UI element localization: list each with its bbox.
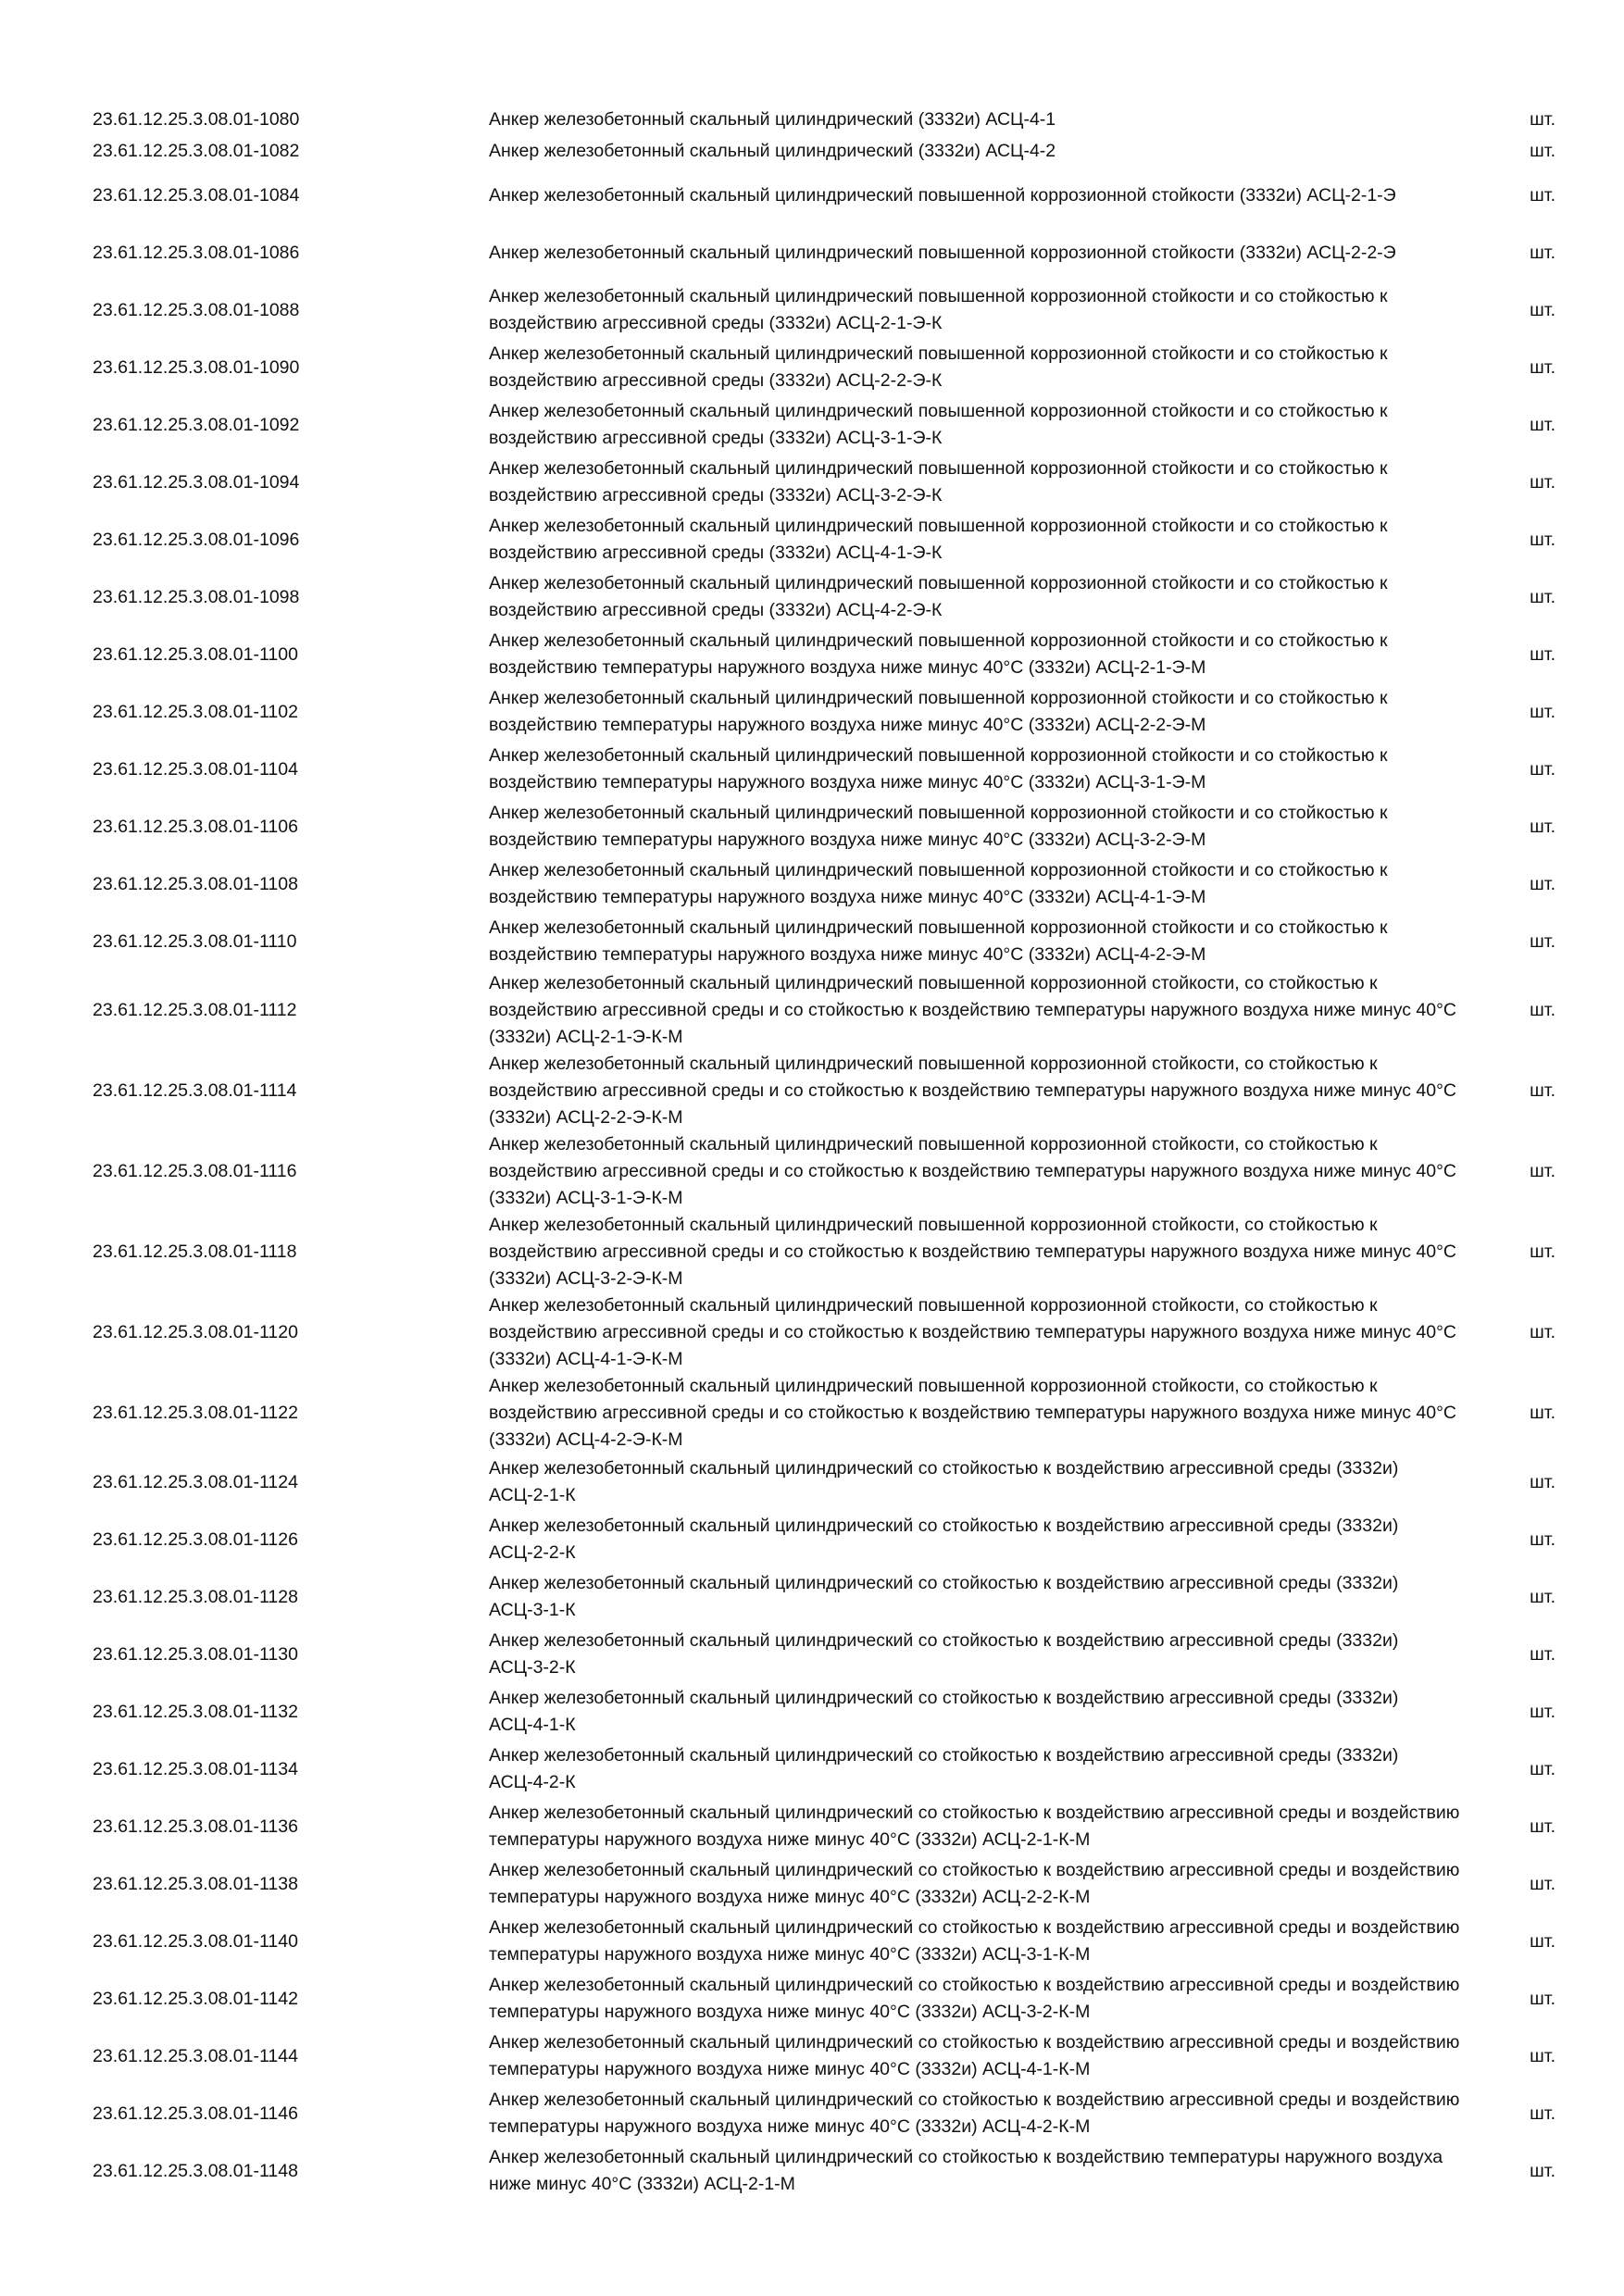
resource-code: 23.61.12.25.3.08.01-1094 [93,471,300,493]
resource-name: Анкер железобетонный скальный цилиндрический повышенной коррозионной стойкости и со стойкостью к воздействию агрессивной среды (3332и) АСЦ-2-1-Э-К [489,286,1388,333]
resource-code: 23.61.12.25.3.08.01-1118 [93,1242,297,1262]
resource-unit: шт. [1530,108,1555,130]
resource-unit: шт. [1530,816,1555,837]
resource-code: 23.61.12.25.3.08.01-1084 [93,184,300,206]
resource-unit: шт. [1530,1322,1555,1342]
resource-name: Анкер железобетонный скальный цилиндрический повышенной коррозионной стойкости, со стойкостью к воздействию агрессивной среды и со стойкостью к воздействию температуры наружного воздуха ниже минус 40°С (3332и) АСЦ-3-2-Э-К-М [489,1215,1456,1289]
resource-unit: шт. [1530,471,1555,493]
table-row [93,454,1555,511]
resource-name: Анкер железобетонный скальный цилиндрический повышенной коррозионной стойкости и со стойкостью к воздействию агрессивной среды (3332и) АСЦ-2-2-Э-К [489,343,1388,391]
resource-name: Анкер железобетонный скальный цилиндрический со стойкостью к воздействию агрессивной среды (3332и) АСЦ-3-1-К [489,1573,1399,1620]
resource-name: Анкер железобетонный скальный цилиндрический со стойкостью к воздействию агрессивной среды и воздействию температуры наружного воздуха ниже минус 40°С (3332и) АСЦ-2-2-К-М [489,1860,1460,1907]
resource-name: Анкер железобетонный скальный цилиндрический (3332и) АСЦ-4-2 [489,140,1056,161]
resource-unit: шт. [1530,1403,1555,1423]
resource-name: Анкер железобетонный скальный цилиндрический со стойкостью к воздействию агрессивной среды (3332и) АСЦ-2-1-К [489,1458,1399,1505]
resource-code: 23.61.12.25.3.08.01-1104 [93,758,298,780]
resource-name: Анкер железобетонный скальный цилиндрический повышенной коррозионной стойкости и со стойкостью к воздействию температуры наружного воздуха ниже минус 40°С (3332и) АСЦ-3-2-Э-М [489,803,1388,850]
resource-unit: шт. [1530,873,1555,894]
resource-unit: шт. [1530,1471,1555,1492]
resource-unit: шт. [1530,1000,1555,1020]
resource-name: Анкер железобетонный скальный цилиндрический повышенной коррозионной стойкости, со стойкостью к воздействию агрессивной среды и со стойкостью к воздействию температуры наружного воздуха ниже минус 40°С (3332и) АСЦ-2-2-Э-К-М [489,1054,1456,1128]
resource-code: 23.61.12.25.3.08.01-1082 [93,140,300,161]
table-row [93,167,1555,224]
resource-name: Анкер железобетонный скальный цилиндрический повышенной коррозионной стойкости и со стойкостью к воздействию температуры наружного воздуха ниже минус 40°С (3332и) АСЦ-3-1-Э-М [489,745,1388,792]
table-row [93,1051,1555,1131]
resource-name: Анкер железобетонный скальный цилиндрический повышенной коррозионной стойкости и со стойкостью к воздействию агрессивной среды (3332и) АСЦ-3-1-Э-К [489,401,1388,448]
resource-code: 23.61.12.25.3.08.01-1134 [93,1758,298,1779]
resource-unit: шт. [1530,1873,1555,1894]
table-row [93,224,1555,281]
table-row [93,511,1555,568]
table-row [93,1511,1555,1568]
resource-code: 23.61.12.25.3.08.01-1122 [93,1403,298,1423]
resource-name: Анкер железобетонный скальный цилиндрический со стойкостью к воздействию агрессивной среды (3332и) АСЦ-4-2-К [489,1745,1399,1792]
resource-unit: шт. [1530,1643,1555,1665]
resource-code: 23.61.12.25.3.08.01-1144 [93,2045,298,2066]
resource-name: Анкер железобетонный скальный цилиндрический повышенной коррозионной стойкости, со стойкостью к воздействию агрессивной среды и со стойкостью к воздействию температуры наружного воздуха ниже минус 40°С (3332и) АСЦ-4-2-Э-К-М [489,1376,1456,1450]
resource-name: Анкер железобетонный скальный цилиндрический повышенной коррозионной стойкости и со стойкостью к воздействию температуры наружного воздуха ниже минус 40°С (3332и) АСЦ-4-1-Э-М [489,860,1388,907]
table-row [93,568,1555,626]
resource-unit: шт. [1530,1161,1555,1181]
resource-code: 23.61.12.25.3.08.01-1090 [93,356,300,378]
resource-unit: шт. [1530,1529,1555,1550]
resource-name: Анкер железобетонный скальный цилиндрический повышенной коррозионной стойкости и со стойкостью к воздействию температуры наружного воздуха ниже минус 40°С (3332и) АСЦ-2-1-Э-М [489,630,1388,678]
resource-name: Анкер железобетонный скальный цилиндрический (3332и) АСЦ-4-1 [489,108,1056,130]
resource-code: 23.61.12.25.3.08.01-1088 [93,299,300,320]
resource-unit: шт. [1530,1586,1555,1607]
resource-code: 23.61.12.25.3.08.01-1098 [93,586,300,607]
table-row [93,855,1555,913]
resource-name: Анкер железобетонный скальный цилиндрический повышенной коррозионной стойкости и со стойкостью к воздействию температуры наружного воздуха ниже минус 40°С (3332и) АСЦ-2-2-Э-М [489,688,1388,735]
table-row [93,104,1555,135]
resource-name: Анкер железобетонный скальный цилиндрический со стойкостью к воздействию агрессивной среды и воздействию температуры наружного воздуха ниже минус 40°С (3332и) АСЦ-3-2-К-М [489,1975,1460,2022]
table-row [93,913,1555,970]
resource-code: 23.61.12.25.3.08.01-1116 [93,1161,297,1181]
resource-unit: шт. [1530,930,1555,952]
resource-unit: шт. [1530,1242,1555,1262]
resource-code: 23.61.12.25.3.08.01-1112 [93,1000,297,1020]
resource-unit: шт. [1530,414,1555,435]
resource-name: Анкер железобетонный скальный цилиндрический повышенной коррозионной стойкости (3332и) АСЦ-2-2-Э [489,242,1396,263]
table-row [93,626,1555,683]
table-row [93,798,1555,855]
table-row [93,1568,1555,1626]
resource-code: 23.61.12.25.3.08.01-1132 [93,1701,298,1722]
table-row [93,135,1555,167]
resource-name: Анкер железобетонный скальный цилиндрический со стойкостью к воздействию агрессивной среды и воздействию температуры наружного воздуха ниже минус 40°С (3332и) АСЦ-3-1-К-М [489,1917,1460,1965]
resource-name: Анкер железобетонный скальный цилиндрический повышенной коррозионной стойкости и со стойкостью к воздействию агрессивной среды (3332и) АСЦ-4-2-Э-К [489,573,1388,620]
resource-code: 23.61.12.25.3.08.01-1146 [93,2103,298,2124]
resource-name: Анкер железобетонный скальный цилиндрический со стойкостью к воздействию агрессивной среды (3332и) АСЦ-3-2-К [489,1630,1399,1678]
resource-unit: шт. [1530,701,1555,722]
resource-code: 23.61.12.25.3.08.01-1108 [93,873,298,894]
resource-unit: шт. [1530,2160,1555,2181]
resource-unit: шт. [1530,2045,1555,2066]
table-row [93,1741,1555,1798]
table-row [93,970,1555,1051]
table-row [93,2142,1555,2200]
resource-unit: шт. [1530,758,1555,780]
resource-unit: шт. [1530,1930,1555,1952]
table-row [93,1373,1555,1454]
resource-code: 23.61.12.25.3.08.01-1114 [93,1080,297,1101]
resource-code: 23.61.12.25.3.08.01-1140 [93,1930,298,1952]
table-row [93,683,1555,741]
resource-code: 23.61.12.25.3.08.01-1096 [93,529,300,550]
resource-unit: шт. [1530,184,1555,206]
table-row [93,1970,1555,2028]
resource-unit: шт. [1530,140,1555,161]
resource-unit: шт. [1530,356,1555,378]
resource-code: 23.61.12.25.3.08.01-1120 [93,1322,298,1342]
resource-unit: шт. [1530,1988,1555,2009]
resource-code: 23.61.12.25.3.08.01-1142 [93,1988,298,2009]
resource-unit: шт. [1530,242,1555,263]
table-row [93,1212,1555,1292]
table-row [93,1855,1555,1913]
table-row [93,1292,1555,1373]
table-row [93,396,1555,454]
resource-code: 23.61.12.25.3.08.01-1080 [93,108,300,130]
resource-unit: шт. [1530,1701,1555,1722]
resource-code: 23.61.12.25.3.08.01-1092 [93,414,300,435]
resource-name: Анкер железобетонный скальный цилиндрический со стойкостью к воздействию агрессивной среды и воздействию температуры наружного воздуха ниже минус 40°С (3332и) АСЦ-4-2-К-М [489,2090,1460,2137]
resource-table [93,104,1555,2200]
resource-code: 23.61.12.25.3.08.01-1102 [93,701,298,722]
table-row [93,1798,1555,1855]
resource-unit: шт. [1530,643,1555,665]
table-row [93,1626,1555,1683]
resource-unit: шт. [1530,299,1555,320]
resource-name: Анкер железобетонный скальный цилиндрический повышенной коррозионной стойкости и со стойкостью к воздействию температуры наружного воздуха ниже минус 40°С (3332и) АСЦ-4-2-Э-М [489,917,1388,965]
table-row [93,2028,1555,2085]
resource-code: 23.61.12.25.3.08.01-1106 [93,816,298,837]
resource-name: Анкер железобетонный скальный цилиндрический со стойкостью к воздействию агрессивной среды и воздействию температуры наружного воздуха ниже минус 40°С (3332и) АСЦ-2-1-К-М [489,1803,1460,1850]
resource-name: Анкер железобетонный скальный цилиндрический повышенной коррозионной стойкости и со стойкостью к воздействию агрессивной среды (3332и) АСЦ-4-1-Э-К [489,516,1388,563]
resource-code: 23.61.12.25.3.08.01-1128 [93,1586,298,1607]
resource-name: Анкер железобетонный скальный цилиндрический со стойкостью к воздействию агрессивной среды (3332и) АСЦ-4-1-К [489,1688,1399,1735]
resource-name: Анкер железобетонный скальный цилиндрический со стойкостью к воздействию агрессивной среды (3332и) АСЦ-2-2-К [489,1516,1399,1563]
resource-name: Анкер железобетонный скальный цилиндрический повышенной коррозионной стойкости и со стойкостью к воздействию агрессивной среды (3332и) АСЦ-3-2-Э-К [489,458,1388,505]
resource-code: 23.61.12.25.3.08.01-1126 [93,1529,298,1550]
resource-code: 23.61.12.25.3.08.01-1124 [93,1471,298,1492]
resource-code: 23.61.12.25.3.08.01-1130 [93,1643,298,1665]
resource-name: Анкер железобетонный скальный цилиндрический повышенной коррозионной стойкости, со стойкостью к воздействию агрессивной среды и со стойкостью к воздействию температуры наружного воздуха ниже минус 40°С (3332и) АСЦ-2-1-Э-К-М [489,973,1456,1047]
table-row [93,1454,1555,1511]
table-row [93,1131,1555,1212]
table-row [93,2085,1555,2142]
resource-unit: шт. [1530,1758,1555,1779]
resource-unit: шт. [1530,2103,1555,2124]
resource-code: 23.61.12.25.3.08.01-1100 [93,643,298,665]
resource-name: Анкер железобетонный скальный цилиндрический повышенной коррозионной стойкости, со стойкостью к воздействию агрессивной среды и со стойкостью к воздействию температуры наружного воздуха ниже минус 40°С (3332и) АСЦ-3-1-Э-К-М [489,1134,1456,1208]
table-row [93,339,1555,396]
resource-code: 23.61.12.25.3.08.01-1136 [93,1816,298,1837]
resource-unit: шт. [1530,1816,1555,1837]
table-row [93,1683,1555,1741]
resource-name: Анкер железобетонный скальный цилиндрический повышенной коррозионной стойкости, со стойкостью к воздействию агрессивной среды и со стойкостью к воздействию температуры наружного воздуха ниже минус 40°С (3332и) АСЦ-4-1-Э-К-М [489,1295,1456,1369]
resource-code: 23.61.12.25.3.08.01-1110 [93,930,297,952]
resource-name: Анкер железобетонный скальный цилиндрический со стойкостью к воздействию агрессивной среды и воздействию температуры наружного воздуха ниже минус 40°С (3332и) АСЦ-4-1-К-М [489,2032,1460,2079]
resource-code: 23.61.12.25.3.08.01-1086 [93,242,300,263]
resource-name: Анкер железобетонный скальный цилиндрический повышенной коррозионной стойкости (3332и) АСЦ-2-1-Э [489,184,1396,206]
resource-unit: шт. [1530,1080,1555,1101]
resource-code: 23.61.12.25.3.08.01-1138 [93,1873,298,1894]
resource-name: Анкер железобетонный скальный цилиндрический со стойкостью к воздействию температуры наружного воздуха ниже минус 40°С (3332и) АСЦ-2-1-М [489,2147,1443,2194]
table-row [93,741,1555,798]
table-row [93,281,1555,339]
resource-unit: шт. [1530,529,1555,550]
resource-unit: шт. [1530,586,1555,607]
resource-code: 23.61.12.25.3.08.01-1148 [93,2160,298,2181]
table-row [93,1913,1555,1970]
